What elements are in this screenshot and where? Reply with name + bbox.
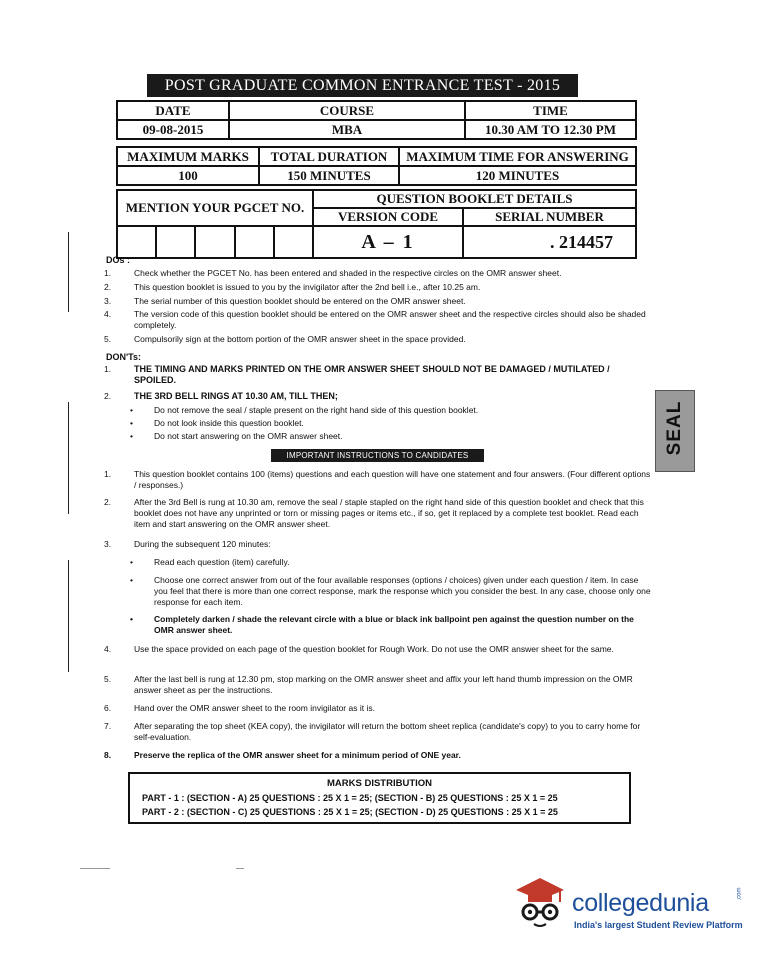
instruction-item: 3. During the subsequent 120 minutes: <box>104 539 271 549</box>
answer-time-value: 120 MINUTES <box>399 166 636 185</box>
dos-item: 5. Compulsorily sign at the bottom portion of the OMR answer sheet in the space provided. <box>104 334 466 344</box>
brand-name: collegedunia <box>572 889 709 917</box>
max-marks-label: MAXIMUM MARKS <box>117 147 259 166</box>
pgcet-number-boxes[interactable] <box>117 226 313 258</box>
marks-part-2: PART - 2 : (SECTION - C) 25 QUESTIONS : 25 X 1 = 25; (SECTION - D) 25 QUESTIONS : 25 X 1 = 25 <box>142 807 558 817</box>
donts-item: 2. THE 3RD BELL RINGS AT 10.30 AM, TILL THEN; <box>104 391 338 401</box>
brand-tagline: India's largest Student Review Platform <box>574 920 743 930</box>
serial-number-value: . 214457 <box>463 226 636 258</box>
answer-time-label: MAXIMUM TIME FOR ANSWERING <box>399 147 636 166</box>
marks-distribution-title: MARKS DISTRIBUTION <box>326 778 433 789</box>
brand-suffix: .com <box>736 887 743 901</box>
version-code-label: VERSION CODE <box>313 208 463 226</box>
marks-part-1: PART - 1 : (SECTION - A) 25 QUESTIONS : 25 X 1 = 25; (SECTION - B) 25 QUESTIONS : 25 X 1 = 25 <box>142 793 558 803</box>
margin-mark <box>68 560 69 672</box>
scan-speck <box>80 868 110 869</box>
dos-item: 2. This question booklet is issued to you by the invigilator after the 2nd bell i.e., after 10.25 am. <box>104 282 481 292</box>
seal-tab <box>655 390 695 472</box>
course-label: COURSE <box>229 101 465 120</box>
time-label: TIME <box>465 101 636 120</box>
dos-item: 3. The serial number of this question booklet should be entered on the OMR answer sheet. <box>104 296 466 306</box>
instruction-item: 2. After the 3rd Bell is rung at 10.30 am, remove the seal / staple stapled on the right hand side of this question booklet and check that this booklet does not have any unprinted or torn or missing pages or items etc., if so, get it replaced by a complete test booklet. Read each item and start answering on the OMR answer sheet. <box>104 497 644 529</box>
margin-mark <box>68 402 69 514</box>
version-code-value: A – 1 <box>313 226 463 258</box>
instruction-item: 4. Use the space provided on each page of the question booklet for Rough Work. Do not use the OMR answer sheet for the same. <box>104 644 614 654</box>
date-value: 09-08-2015 <box>117 120 229 139</box>
marks-distribution-box <box>128 772 631 824</box>
pgcet-number-label: MENTION YOUR PGCET NO. <box>117 190 313 226</box>
course-value: MBA <box>229 120 465 139</box>
donts-bullet: • Do not remove the seal / staple present on the right hand side of this question booklet. <box>130 405 479 415</box>
max-marks-value: 100 <box>117 166 259 185</box>
dos-item: 4. The version code of this question booklet should be entered on the OMR answer sheet and the respective circles should also be shaded completely. <box>104 309 646 330</box>
instruction-item: 1. This question booklet contains 100 (items) questions and each question will have one statement and four answers. (Four different options / responses.) <box>104 469 651 490</box>
duration-table <box>116 146 637 186</box>
instruction-item: 8. Preserve the replica of the OMR answer sheet for a minimum period of ONE year. <box>104 750 461 760</box>
instruction-item: 7. After separating the top sheet (KEA copy), the invigilator will return the bottom sheet replica (candidate's copy) to you to carry home for self-evaluation. <box>104 721 641 742</box>
scan-speck <box>236 868 244 869</box>
exam-info-table <box>116 100 637 140</box>
booklet-details-table <box>116 189 637 259</box>
dos-item: 1. Check whether the PGCET No. has been entered and shaded in the respective circles on the OMR answer sheet. <box>104 268 562 278</box>
instruction-bullet: • Read each question (item) carefully. <box>130 557 290 567</box>
donts-bullet: • Do not look inside this question booklet. <box>130 418 304 428</box>
instruction-item: 6. Hand over the OMR answer sheet to the room invigilator as it is. <box>104 703 375 713</box>
booklet-details-label: QUESTION BOOKLET DETAILS <box>313 190 636 208</box>
dos-heading: DOs : <box>106 255 131 265</box>
margin-mark <box>68 232 69 312</box>
important-instructions-heading: IMPORTANT INSTRUCTIONS TO CANDIDATES <box>271 449 484 462</box>
exam-title-banner: POST GRADUATE COMMON ENTRANCE TEST - 2015 <box>147 74 578 97</box>
donts-bullet: • Do not start answering on the OMR answer sheet. <box>130 431 343 441</box>
time-value: 10.30 AM TO 12.30 PM <box>465 120 636 139</box>
instruction-bullet: • Choose one correct answer from out of the four available responses (options / choices) given under each question / item. In case you feel that there is more than one correct response, mark the response which you consider the best. In any case, choose only one response for each item. <box>130 575 651 607</box>
serial-number-label: SERIAL NUMBER <box>463 208 636 226</box>
total-duration-label: TOTAL DURATION <box>259 147 399 166</box>
instruction-item: 5. After the last bell is rung at 12.30 pm, stop marking on the OMR answer sheet and affix your left hand thumb impression on the OMR answer sheet as per the instructions. <box>104 674 633 695</box>
date-label: DATE <box>117 101 229 120</box>
donts-item: 1. THE TIMING AND MARKS PRINTED ON THE OMR ANSWER SHEET SHOULD NOT BE DAMAGED / MUTILATED / SPOILED. <box>104 364 610 385</box>
instruction-bullet: • Completely darken / shade the relevant circle with a blue or black ink ballpoint pen against the question number on the OMR answer sheet. <box>130 614 634 635</box>
donts-heading: DON'Ts: <box>106 352 141 362</box>
total-duration-value: 150 MINUTES <box>259 166 399 185</box>
seal-label: SEAL <box>664 400 685 456</box>
